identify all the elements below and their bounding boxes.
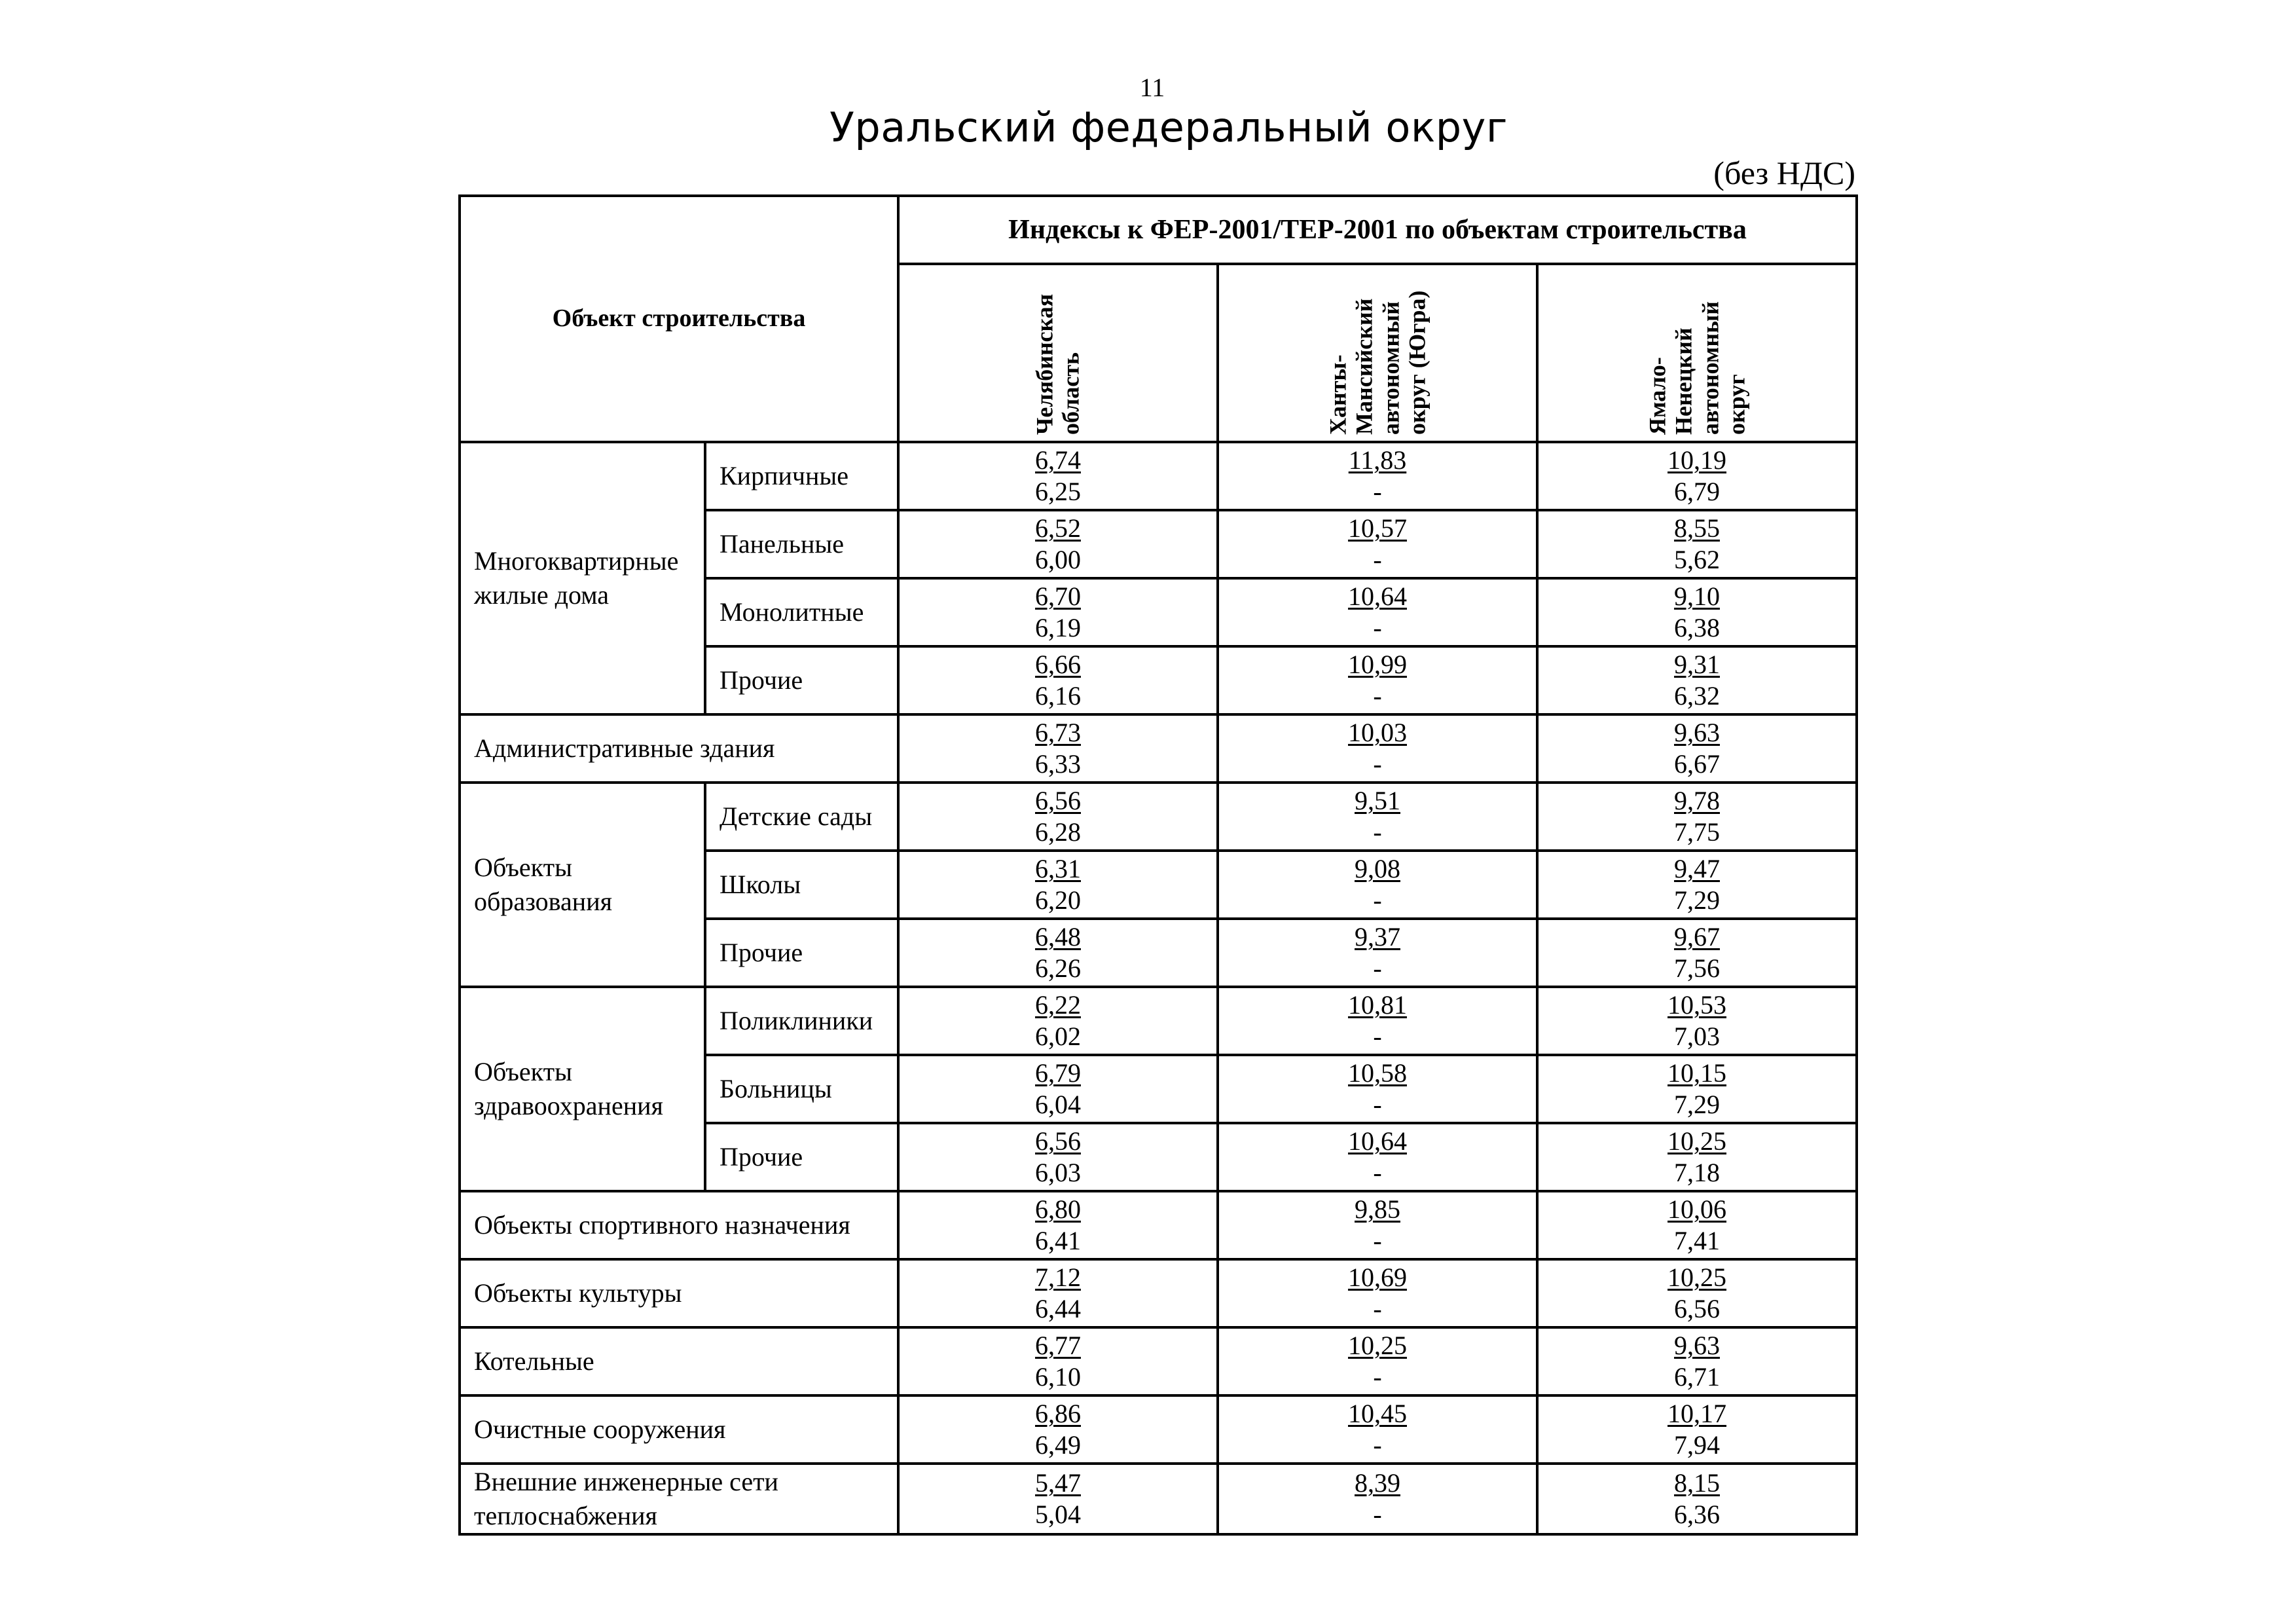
index-value-top: 8,15	[1674, 1468, 1721, 1498]
index-value-top: 6,52	[1035, 513, 1081, 543]
subcategory-label: Прочие	[705, 1123, 898, 1191]
subcategory-label: Прочие	[705, 646, 898, 714]
index-value-top: 10,25	[1348, 1331, 1407, 1360]
subcategory-label: Панельные	[705, 510, 898, 578]
index-cell	[898, 1395, 1218, 1464]
index-value-bottom: 7,03	[1674, 1022, 1721, 1051]
index-value-bottom: -	[1373, 1362, 1382, 1392]
index-value-bottom: -	[1373, 1090, 1382, 1119]
index-value-top: 6,80	[1035, 1194, 1081, 1224]
index-cell	[898, 714, 1218, 783]
index-value-top: 10,57	[1348, 513, 1407, 543]
index-value-top: 9,63	[1674, 718, 1721, 747]
index-value-bottom: 6,71	[1674, 1362, 1721, 1392]
subcategory-label: Кирпичные	[705, 442, 898, 510]
index-value-bottom: -	[1373, 545, 1382, 574]
category-label: Объекты здравоохранения	[460, 987, 705, 1191]
index-cell	[1218, 714, 1537, 783]
index-value-top: 10,81	[1348, 990, 1407, 1020]
index-cell	[1537, 578, 1857, 646]
page-number: 11	[1139, 73, 1165, 102]
index-value-top: 10,64	[1348, 581, 1407, 611]
indices-group-header: Индексы к ФЕР-2001/ТЕР-2001 по объектам строительства	[898, 196, 1857, 264]
index-value-top: 6,48	[1035, 922, 1081, 951]
index-value-bottom: 7,29	[1674, 1090, 1721, 1119]
index-value-bottom: 7,18	[1674, 1158, 1721, 1187]
index-value-bottom: -	[1373, 953, 1382, 983]
index-value-bottom: -	[1373, 1022, 1382, 1051]
index-cell	[1218, 1395, 1537, 1464]
table-row	[460, 1464, 1857, 1534]
region-header-yanao: Ямало-Ненецкий автономный округ	[1537, 264, 1857, 442]
index-value-top: 6,70	[1035, 581, 1081, 611]
table-row	[460, 442, 1857, 510]
index-value-bottom: 6,36	[1674, 1500, 1721, 1529]
index-cell	[1218, 1464, 1537, 1534]
index-value-top: 6,56	[1035, 786, 1081, 815]
index-value-bottom: 6,00	[1035, 545, 1081, 574]
table-row	[460, 714, 1857, 783]
index-value-bottom: 5,62	[1674, 545, 1721, 574]
index-value-bottom: 6,19	[1035, 613, 1081, 642]
index-value-top: 9,47	[1674, 854, 1721, 883]
category-label: Внешние инженерные сети теплоснабжения	[460, 1464, 898, 1534]
index-cell	[1537, 783, 1857, 851]
index-cell	[898, 987, 1218, 1055]
index-value-bottom: 7,29	[1674, 885, 1721, 915]
index-value-bottom: 6,44	[1035, 1294, 1081, 1323]
index-value-bottom: 6,04	[1035, 1090, 1081, 1119]
index-value-bottom: -	[1373, 817, 1382, 847]
table-row	[460, 1395, 1857, 1464]
index-value-top: 10,03	[1348, 718, 1407, 747]
category-label: Многоквартирные жилые дома	[460, 442, 705, 714]
table-row	[460, 1191, 1857, 1259]
index-cell	[1218, 646, 1537, 714]
index-value-bottom: 6,32	[1674, 681, 1721, 710]
index-value-top: 9,85	[1355, 1194, 1400, 1224]
index-cell	[1537, 510, 1857, 578]
index-value-top: 6,31	[1035, 854, 1081, 883]
index-value-bottom: 7,41	[1674, 1226, 1721, 1255]
index-value-top: 10,58	[1348, 1058, 1407, 1088]
index-value-top: 10,45	[1348, 1399, 1407, 1428]
index-cell	[898, 442, 1218, 510]
index-value-bottom: 6,26	[1035, 953, 1081, 983]
index-value-bottom: 7,94	[1674, 1430, 1721, 1460]
index-value-top: 8,55	[1674, 513, 1721, 543]
index-cell	[1218, 783, 1537, 851]
index-cell	[898, 851, 1218, 919]
index-cell	[898, 510, 1218, 578]
index-value-bottom: -	[1373, 1158, 1382, 1187]
index-cell	[1218, 1123, 1537, 1191]
subcategory-label: Больницы	[705, 1055, 898, 1123]
table-row	[460, 1259, 1857, 1327]
index-cell	[1537, 987, 1857, 1055]
index-cell	[898, 783, 1218, 851]
index-cell	[1537, 1327, 1857, 1395]
index-cell	[1537, 714, 1857, 783]
index-value-top: 9,37	[1355, 922, 1400, 951]
index-value-top: 10,15	[1667, 1058, 1727, 1088]
index-cell	[898, 578, 1218, 646]
index-value-top: 9,78	[1674, 786, 1721, 815]
index-value-top: 6,74	[1035, 445, 1081, 475]
subcategory-label: Монолитные	[705, 578, 898, 646]
index-cell	[1537, 851, 1857, 919]
index-value-bottom: 6,10	[1035, 1362, 1081, 1392]
subcategory-label: Детские сады	[705, 783, 898, 851]
index-value-top: 10,64	[1348, 1126, 1407, 1156]
index-value-bottom: 6,49	[1035, 1430, 1081, 1460]
index-value-top: 9,08	[1355, 854, 1400, 883]
table-row	[460, 783, 1857, 851]
region-header-khmao: Ханты-Мансийский автономный округ (Югра)	[1218, 264, 1537, 442]
index-value-top: 10,19	[1667, 445, 1727, 475]
index-value-bottom: 6,38	[1674, 613, 1721, 642]
index-cell	[898, 1123, 1218, 1191]
index-value-bottom: -	[1373, 1500, 1382, 1529]
index-value-bottom: 6,41	[1035, 1226, 1081, 1255]
index-value-bottom: -	[1373, 613, 1382, 642]
index-value-top: 9,31	[1674, 650, 1721, 679]
index-value-top: 6,79	[1035, 1058, 1081, 1088]
index-cell	[898, 646, 1218, 714]
index-table	[458, 194, 1858, 1536]
index-value-bottom: 6,16	[1035, 681, 1081, 710]
index-value-top: 9,67	[1674, 922, 1721, 951]
index-value-top: 6,56	[1035, 1126, 1081, 1156]
subcategory-label: Школы	[705, 851, 898, 919]
index-value-bottom: 6,28	[1035, 817, 1081, 847]
index-value-top: 9,63	[1674, 1331, 1721, 1360]
index-cell	[898, 1327, 1218, 1395]
index-cell	[1218, 1259, 1537, 1327]
index-cell	[1537, 919, 1857, 987]
index-value-top: 6,66	[1035, 650, 1081, 679]
index-cell	[1537, 442, 1857, 510]
index-cell	[898, 1055, 1218, 1123]
index-cell	[1537, 1191, 1857, 1259]
index-value-bottom: -	[1373, 1294, 1382, 1323]
index-value-top: 9,51	[1355, 786, 1400, 815]
index-cell	[898, 1259, 1218, 1327]
page-title: Уральский федеральный округ	[829, 103, 1508, 151]
category-label: Объекты культуры	[460, 1259, 898, 1327]
index-cell	[898, 1464, 1218, 1534]
index-value-bottom: -	[1373, 885, 1382, 915]
index-value-top: 10,06	[1667, 1194, 1727, 1224]
index-value-bottom: 6,03	[1035, 1158, 1081, 1187]
index-value-top: 10,25	[1667, 1263, 1727, 1292]
category-label: Объекты образования	[460, 783, 705, 987]
index-cell	[1218, 1327, 1537, 1395]
index-cell	[1218, 442, 1537, 510]
index-value-top: 10,69	[1348, 1263, 1407, 1292]
index-cell	[1537, 1055, 1857, 1123]
index-value-bottom: -	[1373, 1430, 1382, 1460]
index-value-top: 10,17	[1667, 1399, 1727, 1428]
index-value-top: 5,47	[1035, 1468, 1081, 1498]
index-value-bottom: -	[1373, 477, 1382, 506]
index-cell	[1218, 1055, 1537, 1123]
index-value-bottom: 7,56	[1674, 953, 1721, 983]
index-value-top: 10,99	[1348, 650, 1407, 679]
index-cell	[1537, 1259, 1857, 1327]
index-cell	[1218, 1191, 1537, 1259]
category-label: Котельные	[460, 1327, 898, 1395]
category-label: Очистные сооружения	[460, 1395, 898, 1464]
index-value-bottom: 6,33	[1035, 749, 1081, 779]
index-value-top: 8,39	[1355, 1468, 1400, 1498]
index-value-bottom: 6,20	[1035, 885, 1081, 915]
index-value-top: 10,25	[1667, 1126, 1727, 1156]
index-value-top: 6,22	[1035, 990, 1081, 1020]
index-value-top: 7,12	[1035, 1263, 1081, 1292]
index-value-bottom: 6,25	[1035, 477, 1081, 506]
index-value-top: 6,77	[1035, 1331, 1081, 1360]
index-value-top: 6,73	[1035, 718, 1081, 747]
index-value-top: 11,83	[1348, 445, 1407, 475]
index-value-top: 9,10	[1674, 581, 1721, 611]
index-value-bottom: -	[1373, 1226, 1382, 1255]
index-value-bottom: 7,75	[1674, 817, 1721, 847]
index-cell	[1537, 1464, 1857, 1534]
index-cell	[1537, 1123, 1857, 1191]
index-value-bottom: 6,02	[1035, 1022, 1081, 1051]
object-column-header: Объект строительства	[460, 196, 898, 442]
category-label: Административные здания	[460, 714, 898, 783]
index-cell	[898, 1191, 1218, 1259]
index-value-bottom: 6,67	[1674, 749, 1721, 779]
index-value-top: 10,53	[1667, 990, 1727, 1020]
table-row	[460, 1327, 1857, 1395]
index-cell	[1218, 851, 1537, 919]
vat-note: (без НДС)	[1713, 155, 1855, 191]
region-header-chelyabinsk: Челябинская область	[898, 264, 1218, 442]
index-value-bottom: 6,79	[1674, 477, 1721, 506]
index-value-bottom: 5,04	[1035, 1500, 1081, 1529]
index-cell	[1218, 578, 1537, 646]
index-value-bottom: -	[1373, 681, 1382, 710]
subcategory-label: Прочие	[705, 919, 898, 987]
index-value-bottom: 6,56	[1674, 1294, 1721, 1323]
index-cell	[1218, 987, 1537, 1055]
index-cell	[1218, 510, 1537, 578]
category-label: Объекты спортивного назначения	[460, 1191, 898, 1259]
index-cell	[1537, 646, 1857, 714]
index-cell	[1537, 1395, 1857, 1464]
index-cell	[1218, 919, 1537, 987]
index-value-top: 6,86	[1035, 1399, 1081, 1428]
index-cell	[898, 919, 1218, 987]
index-value-bottom: -	[1373, 749, 1382, 779]
table-row	[460, 987, 1857, 1055]
table-body	[460, 442, 1857, 1534]
subcategory-label: Поликлиники	[705, 987, 898, 1055]
